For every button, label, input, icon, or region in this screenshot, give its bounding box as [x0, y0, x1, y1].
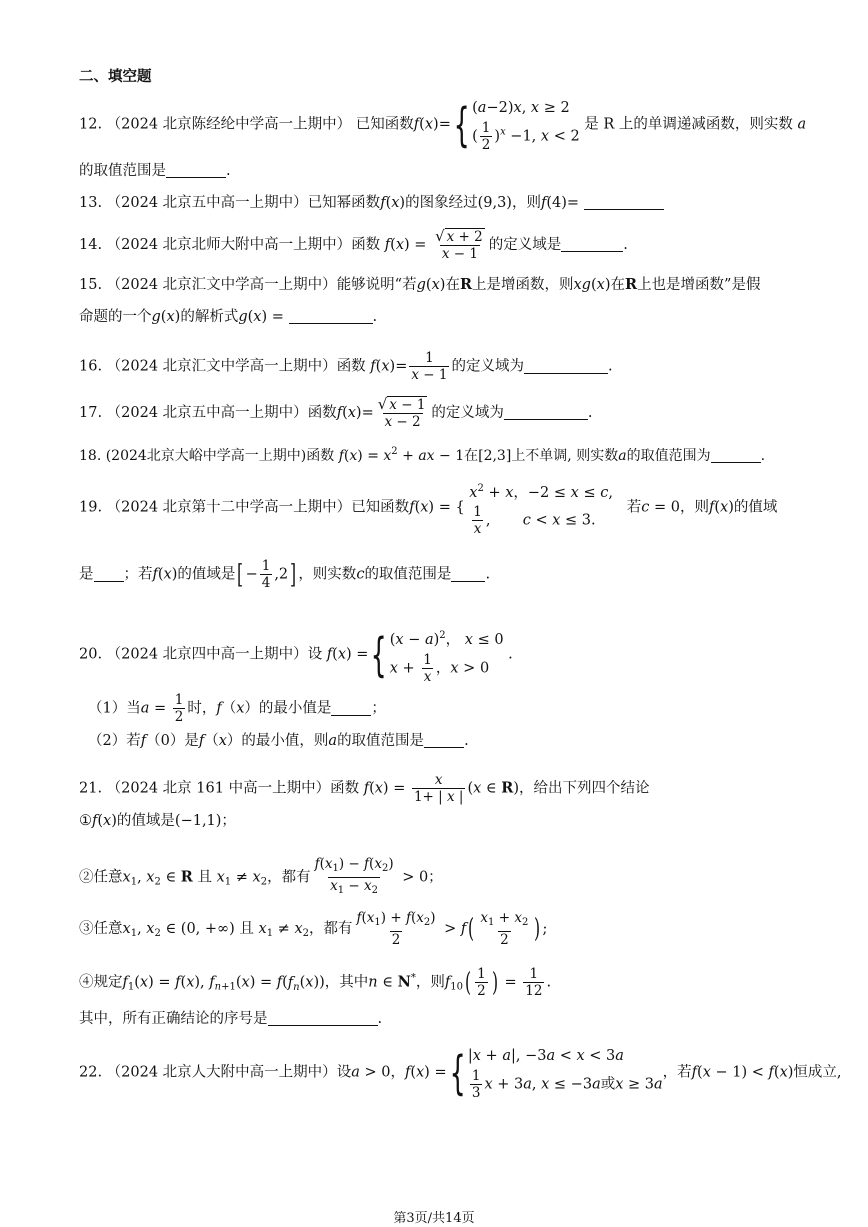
- problem-21-c4: ④规定$f_1(x) = f(x)$, $f_{n+1}(x) = f(f_n(x))$，其中n ∈ N*，则$f_{10}$( $\frac{1}{2}$ ) = $\frac{1}{12}$ .: [79, 966, 552, 999]
- problem-18: 18. (2024北京大峪中学高一上期中)函数 $f(x) = x^2$ + ax − 1在[2,3]上不单调, 则实数a的取值范围为 .: [79, 446, 766, 464]
- problem-21-c1: ①f(x)的值域是(−1,1)；: [79, 813, 236, 829]
- page-footer: 第3页/共14页: [393, 1211, 475, 1226]
- problem-21: 21. （2024 北京 161 中高一上期中）函数 f(x) = $\frac{x}{1+ | x |}$ (x ∈ R)，给出下列四个结论: [79, 772, 650, 805]
- problem-22: 22. （2024 北京人大附中高一上期中）设a > 0，f(x) = { |x + a|, −3a < x < 3a $\frac{1}{3}$ x + 3a, x ≤ −3a或x ≥ 3a ，若f(x − 1) < f(x)恒成立,: [79, 1045, 842, 1101]
- problem-17: 17. （2024 北京五中高一上期中）函数f(x)= $\frac{√ x - 1}{x - 2}$ 的定义域为 .: [79, 395, 593, 430]
- problem-20: 20. （2024 北京四中高一上期中）设 f(x) = { $(x - a)^2$， x ≤ 0 x + $\frac{1}{x}$ ，x > 0 .: [79, 627, 513, 685]
- problem-15-tail: 命题的一个g(x)的解析式g(x) = .: [79, 309, 378, 325]
- problem-20-part1: （1）当a = $\frac{1}{2}$ 时，f（x）的最小值是 ；: [88, 692, 386, 725]
- problem-16: 16. （2024 北京汇文中学高一上期中）函数 f(x)= $\frac{1}{x - 1}$ 的定义域为 .: [79, 350, 613, 383]
- problem-21-tail: 其中，所有正确结论的序号是 .: [79, 1011, 383, 1027]
- problem-14: 14. （2024 北京北师大附中高一上期中）函数 f(x) = $\frac{√ x + 2}{x - 1}$ 的定义域是 .: [79, 227, 628, 262]
- section-title: 二、填空题: [79, 69, 152, 85]
- problem-12: 12. （2024 北京陈经纶中学高一上期中） 已知函数f(x)= { (a−2)x, x ≥ 2 ( $\frac{1}{2}$ )$^x$ −1, x < 2 是 R 上的单调递减函数，则实数 a: [79, 97, 807, 153]
- problem-13: 13. （2024 北京五中高一上期中）已知幂函数f(x)的图象经过(9,3)，则f(4)=: [79, 194, 664, 212]
- problem-21-c2: ②任意$x_1$, $x_2$ ∈ R 且 $x_1 \ne x_2$，都有 $\frac{f(x_1) - f(x_2)}{x_1 - x_2}$ > 0；: [79, 856, 443, 899]
- problem-21-c3: ③任意$x_1$, $x_2$ ∈ (0, +∞) 且 $x_1 \ne x_2$，都有 $\frac{f(x_1) + f(x_2)}{2}$ > f( $\frac{x_1 + x_2}{2}$ ) ;: [79, 910, 548, 948]
- problem-12-tail: 的取值范围是 .: [79, 163, 231, 179]
- problem-20-part2: （2）若f（0）是f（x）的最小值，则a的取值范围是 .: [88, 733, 469, 749]
- problem-15: 15. （2024 北京汇文中学高一上期中）能够说明“若g(x)在R上是增函数，则xg(x)在R上也是增函数”是假: [79, 276, 761, 293]
- problem-19-tail: 是 ；若f(x)的值域是[ − $\frac{1}{4}$ ,2] ，则实数c的取值范围是 .: [79, 558, 491, 591]
- problem-19: 19. （2024 北京第十二中学高一上期中）已知函数f(x) = { $x^2 + x$，−2 ≤ x ≤ c, $\frac{1}{x}$ , c < x ≤ 3. 若c = 0，则f(x)的值域: [79, 483, 778, 537]
